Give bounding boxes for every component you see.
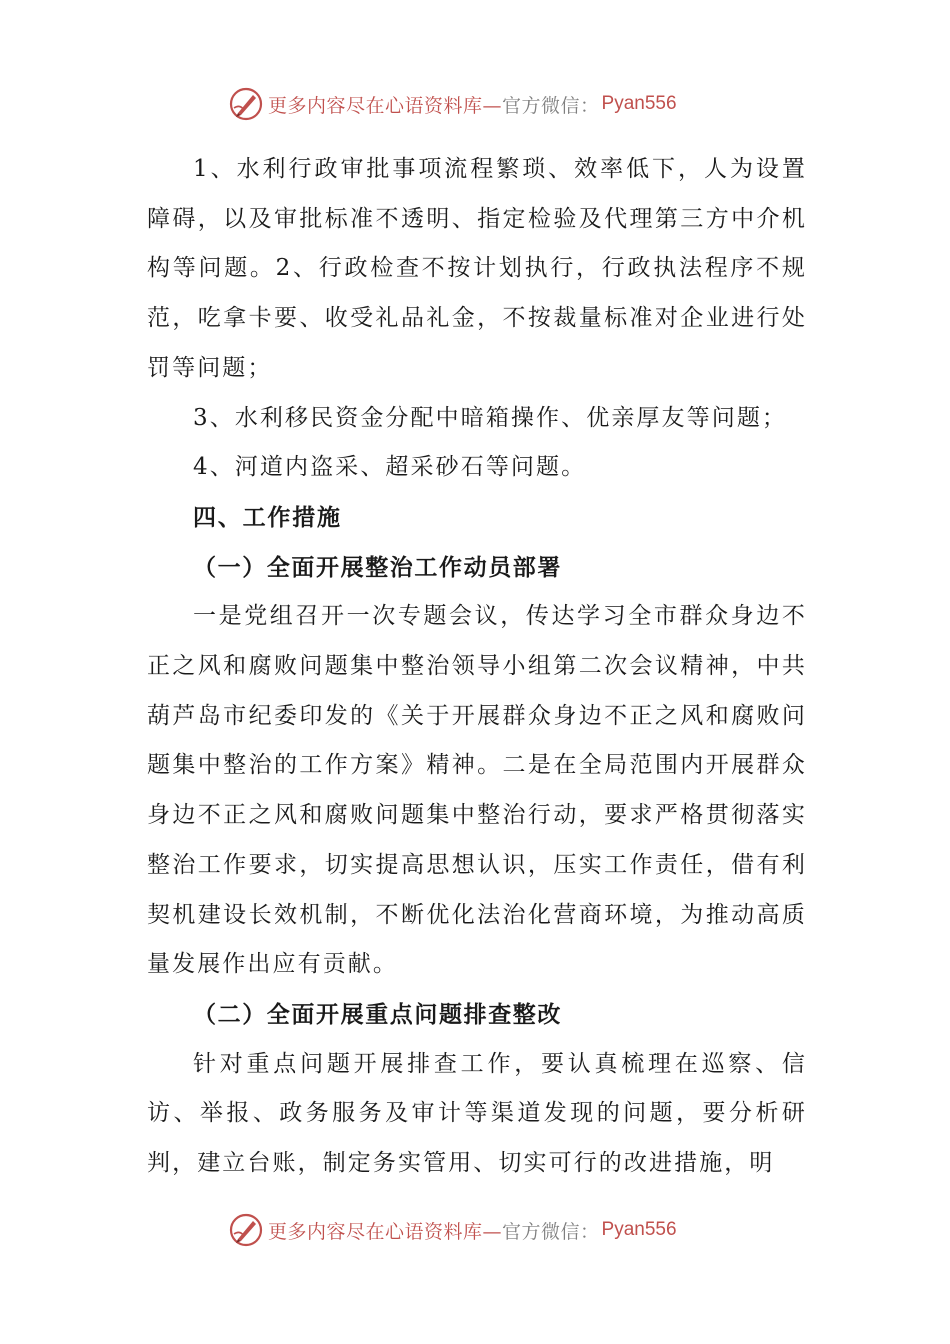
- watermark-wechat-label: 官方微信：: [502, 94, 600, 117]
- pen-logo-icon: [228, 1212, 264, 1248]
- subheading-mobilization: （一）全面开展整治工作动员部署: [193, 553, 562, 581]
- subheading-investigation: （二）全面开展重点问题排查整改: [193, 1000, 562, 1028]
- watermark-banner-top: [228, 84, 677, 124]
- paragraph-issue-4: 4、河道内盗采、超采砂石等问题。: [193, 454, 587, 481]
- paragraph-mobilization: 一是党组召开一次专题会议，传达学习全市群众身边不正之风和腐败问题集中整治领导小组第二次会议精神，中共葫芦岛市纪委印发的《关于开展群众身边不正之风和腐败问题集中整治的工作方案》精神。二是在全局范围内开展群众身边不正之风和腐败问题集中整治行动，要求严格贯彻落实整治工作要求，切实提高思想认识，压实工作责任，借有利契机建设长效机制，不断优化法治化营商环境，为推动高质量发展作出应有贡献。: [147, 603, 807, 978]
- watermark-wechat-label: 官方微信：: [502, 1220, 600, 1243]
- paragraph-issues-1-2: 1、水利行政审批事项流程繁琐、效率低下，人为设置障碍，以及审批标准不透明、指定检验及代理第三方中介机构等问题。2、行政检查不按计划执行，行政执法程序不规范，吃拿卡要、收受礼品礼金，不按裁量标准对企业进行处罚等问题；: [147, 156, 807, 381]
- pen-logo-icon: [228, 86, 264, 122]
- watermark-wechat-id: Pyan556: [601, 1219, 677, 1240]
- watermark-banner-bottom: [228, 1210, 677, 1250]
- watermark-text: 更多内容尽在心语资料库—: [268, 1220, 503, 1243]
- section-heading-measures: 四、工作措施: [193, 503, 342, 531]
- paragraph-investigation: 针对重点问题开展排查工作，要认真梳理在巡察、信访、举报、政务服务及审计等渠道发现的问题，要分析研判，建立台账，制定务实管用、切实可行的改进措施，明: [147, 1050, 807, 1177]
- watermark-wechat-id: Pyan556: [601, 93, 677, 114]
- document-body: [147, 145, 807, 1189]
- watermark-text: 更多内容尽在心语资料库—: [268, 94, 503, 117]
- paragraph-issue-3: 3、水利移民资金分配中暗箱操作、优亲厚友等问题；: [193, 404, 788, 431]
